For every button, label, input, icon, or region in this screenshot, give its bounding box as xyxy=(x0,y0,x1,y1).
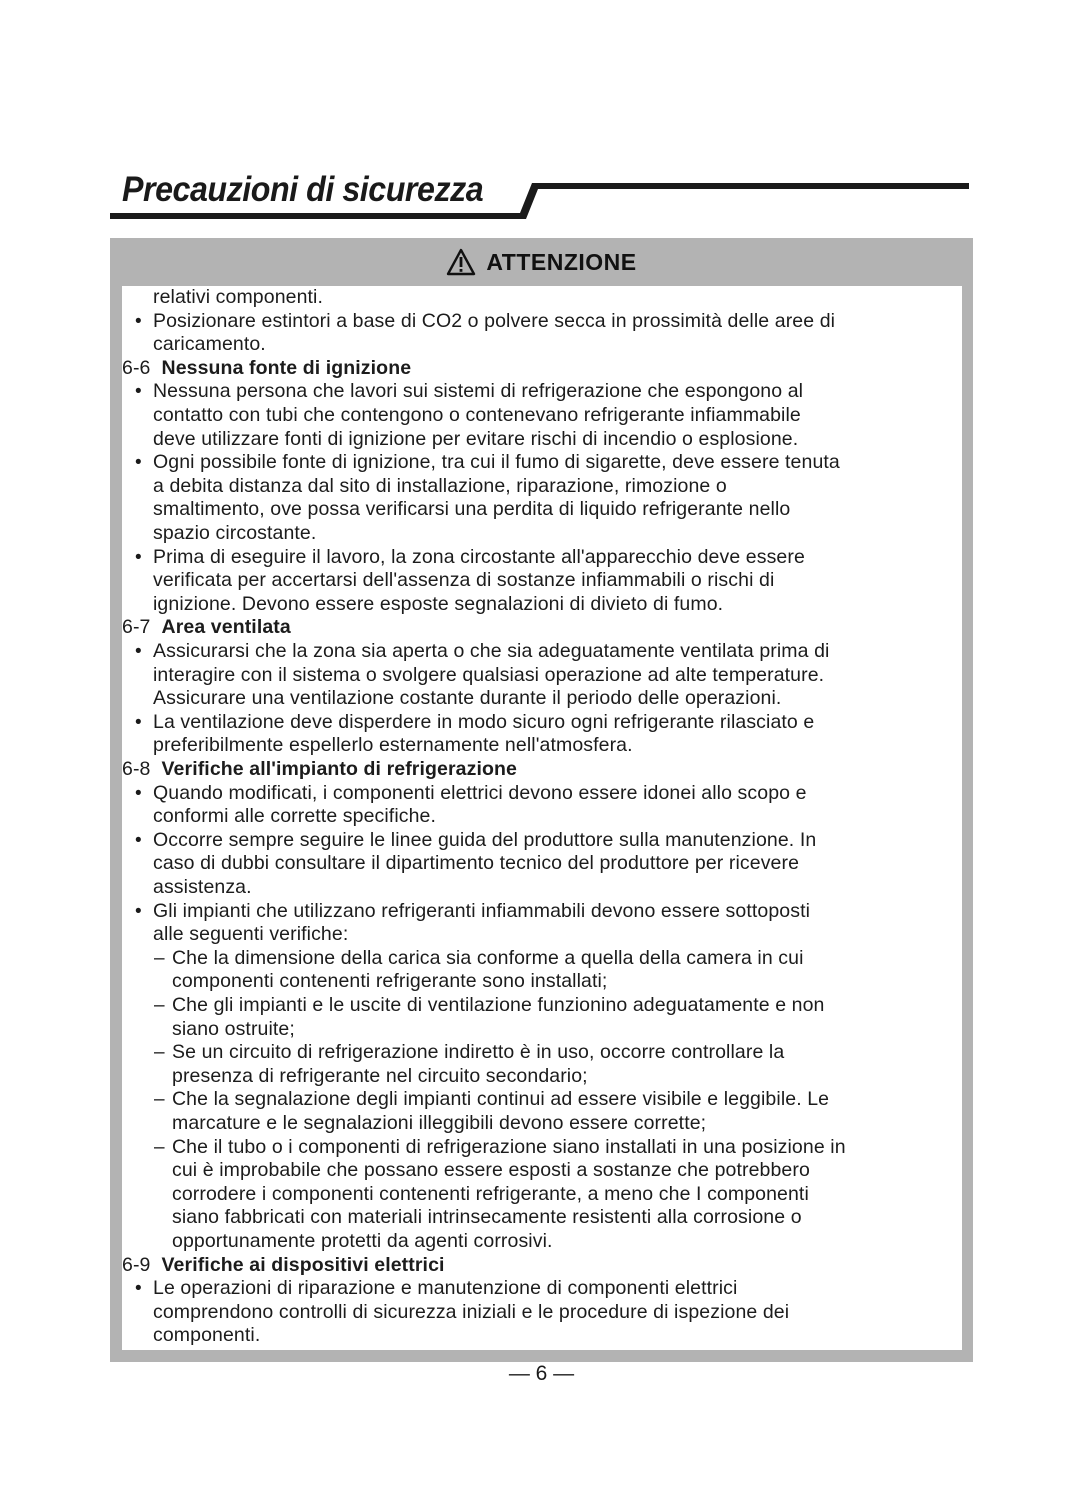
warning-body xyxy=(122,286,962,1350)
list-item-line: Occorre sempre seguire le linee guida del produttore sulla manutenzione. In xyxy=(153,828,817,851)
dash-icon: – xyxy=(154,947,165,969)
list-item-line: Prima di eseguire il lavoro, la zona circostante all'apparecchio deve essere xyxy=(153,545,805,568)
warning-panel xyxy=(110,238,973,1362)
bullet-icon: • xyxy=(135,546,142,568)
page-header xyxy=(110,160,980,230)
text-line: siano ostruite; xyxy=(172,1017,295,1040)
section-number: 6-9 xyxy=(122,1253,162,1276)
dash-icon: – xyxy=(154,995,165,1016)
list-item-line: Assicurarsi che la zona sia aperta o che sia adeguatamente ventilata prima di xyxy=(153,640,830,662)
list-item-line: Posizionare estintori a base di CO2 o polvere secca in prossimità delle aree di xyxy=(153,309,836,332)
bullet-icon: • xyxy=(135,782,142,804)
bullet-icon: • xyxy=(135,1278,142,1300)
text-line: cui è improbabile che possano essere esposti a sostanze che potrebbero xyxy=(172,1159,810,1182)
list-item-line: Che la segnalazione degli impianti continui ad essere visibile e leggibile. Le xyxy=(172,1088,830,1111)
list-item-line: La ventilazione deve disperdere in modo sicuro ogni refrigerante rilasciato e xyxy=(153,710,815,733)
text-line: corrodere i componenti contenenti refrigerante, a meno che I componenti xyxy=(172,1182,809,1205)
warning-triangle-icon xyxy=(446,248,476,276)
section-title: Nessuna fonte di ignizione xyxy=(161,356,412,379)
section-heading xyxy=(122,758,517,782)
bullet-icon: • xyxy=(135,829,142,851)
warning-title: ATTENZIONE xyxy=(486,248,637,275)
dash-icon: – xyxy=(154,1042,165,1064)
bullet-icon: • xyxy=(135,900,142,922)
section-title: Verifiche ai dispositivi elettrici xyxy=(161,1253,445,1276)
text-line: conformi alle corrette specifiche. xyxy=(153,805,437,828)
text-line: alle seguenti verifiche: xyxy=(153,923,349,946)
bullet-icon: • xyxy=(135,452,142,474)
list-item-line: Se un circuito di refrigerazione indiretto è in uso, occorre controllare la xyxy=(172,1041,785,1064)
bullet-icon: • xyxy=(135,310,142,332)
list-item-line: Che la dimensione della carica sia conforme a quella della camera in cui xyxy=(172,946,804,969)
text-line: a debita distanza dal sito di installazione, riparazione, rimozione o xyxy=(153,474,727,497)
dash-icon: – xyxy=(154,1136,165,1158)
dash-icon: – xyxy=(154,1089,165,1111)
list-item-line: Che gli impianti e le uscite di ventilazione funzionino adeguatamente e non xyxy=(172,994,825,1016)
section-number: 6-6 xyxy=(122,356,162,379)
section-number: 6-7 xyxy=(122,616,162,639)
list-item-line: Le operazioni di riparazione e manutenzione di componenti elettrici xyxy=(153,1277,738,1300)
text-line: componenti contenenti refrigerante sono installati; xyxy=(172,970,608,993)
text-line: comprendono controlli di sicurezza iniziali e le procedure di ispezione dei xyxy=(153,1300,790,1323)
text-line: Assicurare una ventilazione costante durante il periodo delle operazioni. xyxy=(153,687,782,710)
text-line: marcature e le segnalazioni illeggibili devono essere corrette; xyxy=(172,1112,707,1134)
warning-header xyxy=(110,238,973,286)
text-line: relativi componenti. xyxy=(153,286,323,308)
section-heading xyxy=(122,357,411,381)
bullet-icon: • xyxy=(135,381,142,403)
text-line: verificata per accertarsi dell'assenza di sostanze infiammabili o rischi di xyxy=(153,569,775,592)
section-heading xyxy=(122,616,291,640)
text-line: presenza di refrigerante nel circuito secondario; xyxy=(172,1064,588,1087)
section-title: Verifiche all'impianto di refrigerazione xyxy=(161,758,517,780)
text-line: smaltimento, ove possa verificarsi una perdita di liquido refrigerante nello xyxy=(153,498,791,521)
text-line: opportunamente protetti da agenti corrosivi. xyxy=(172,1230,553,1252)
list-item-line: Che il tubo o i componenti di refrigerazione siano installati in una posizione in xyxy=(172,1135,846,1158)
section-heading xyxy=(122,1254,445,1278)
list-item-line: Nessuna persona che lavori sui sistemi di refrigerazione che espongono al xyxy=(153,380,804,403)
list-item-line: Quando modificati, i componenti elettrici devono essere idonei allo scopo e xyxy=(153,781,807,804)
page-title: Precauzioni di sicurezza xyxy=(122,170,484,209)
text-line: componenti. xyxy=(153,1324,261,1347)
list-item-line: Ogni possibile fonte di ignizione, tra cui il fumo di sigarette, deve essere tenuta xyxy=(153,451,840,474)
bullet-icon: • xyxy=(135,641,142,662)
text-line: interagire con il sistema o svolgere qualsiasi operazione ad alte temperature. xyxy=(153,663,825,686)
section-number: 6-8 xyxy=(122,758,162,780)
text-line: caso di dubbi consultare il dipartimento tecnico del produttore per ricevere xyxy=(153,852,800,875)
text-line: contatto con tubi che contengono o contenevano refrigerante infiammabile xyxy=(153,404,801,426)
section-title: Area ventilata xyxy=(161,616,291,639)
text-line: deve utilizzare fonti di ignizione per evitare rischi di incendio o esplosione. xyxy=(153,427,799,450)
text-line: spazio circostante. xyxy=(153,522,317,544)
text-line: assistenza. xyxy=(153,876,252,898)
list-item-line: Gli impianti che utilizzano refrigeranti infiammabili devono essere sottoposti xyxy=(153,899,811,922)
text-line: caricamento. xyxy=(153,333,266,356)
text-line: siano fabbricati con materiali intrinsecamente resistenti alla corrosione o xyxy=(172,1206,802,1229)
bullet-icon: • xyxy=(135,711,142,733)
text-line: preferibilmente espellerlo esternamente nell'atmosfera. xyxy=(153,734,633,757)
page-number: — 6 — xyxy=(508,1362,575,1385)
text-line: ignizione. Devono essere esposte segnalazioni di divieto di fumo. xyxy=(153,592,724,615)
